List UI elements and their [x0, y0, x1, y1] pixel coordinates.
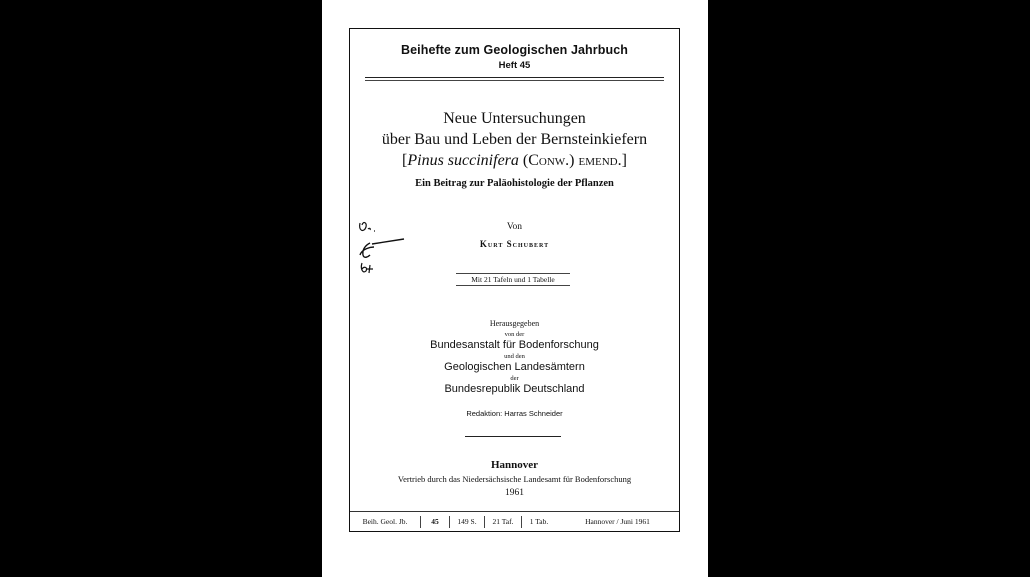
institution-1: Bundesanstalt für Bodenforschung: [430, 339, 599, 351]
von-der-label: von der: [504, 331, 525, 338]
author-name: Kurt Schubert: [479, 239, 550, 249]
imprint-city: Hannover: [490, 459, 539, 471]
footer-volume: 45: [431, 517, 439, 526]
middle-rule: [465, 436, 561, 437]
footer-rule: [350, 511, 679, 512]
der-label: der: [510, 375, 519, 382]
footer-pages: 149 S.: [457, 517, 477, 526]
title-line-2: über Bau und Leben der Bernsteinkiefern: [381, 131, 648, 148]
title-line-3: [350, 150, 679, 171]
institution-3: Bundesrepublik Deutschland: [444, 383, 585, 395]
series-title: Beihefte zum Geologischen Jahrbuch: [400, 43, 629, 57]
document-page: [322, 0, 708, 577]
header-rule: [365, 77, 664, 78]
handwritten-annotation: [354, 219, 414, 289]
citation-footer: [350, 514, 679, 529]
publisher-block: [350, 317, 679, 396]
book-subtitle: Ein Beitrag zur Paläohistologie der Pflanzen: [415, 178, 614, 189]
footer-plates: 21 Taf.: [492, 517, 514, 526]
title-line-1: Neue Untersuchungen: [443, 110, 586, 127]
issue-number: Heft 45: [498, 60, 531, 71]
book-title: [350, 108, 679, 171]
header-rule-thin: [365, 80, 664, 81]
editor-line: Redaktion: Harras Schneider: [466, 409, 563, 418]
title-bracket: [: [402, 152, 408, 169]
footer-tables: 1 Tab.: [529, 517, 549, 526]
published-by-label: Herausgegeben: [489, 319, 540, 328]
plates-note: Mit 21 Tafeln und 1 Tabelle: [456, 273, 570, 286]
species-name: Pinus succinifera: [407, 152, 519, 169]
footer-journal: Beih. Geol. Jb.: [362, 517, 408, 526]
species-authority: (Conw.) emend.]: [518, 152, 627, 169]
institution-2: Geologischen Landesämtern: [444, 361, 585, 373]
by-label: Von: [506, 222, 523, 232]
imprint-year: 1961: [505, 488, 524, 498]
und-den-label: und den: [504, 353, 525, 360]
footer-place-date: Hannover / Juni 1961: [585, 517, 650, 526]
distribution-note: Vertrieb durch das Niedersächsische Landesamt für Bodenforschung: [397, 474, 632, 484]
